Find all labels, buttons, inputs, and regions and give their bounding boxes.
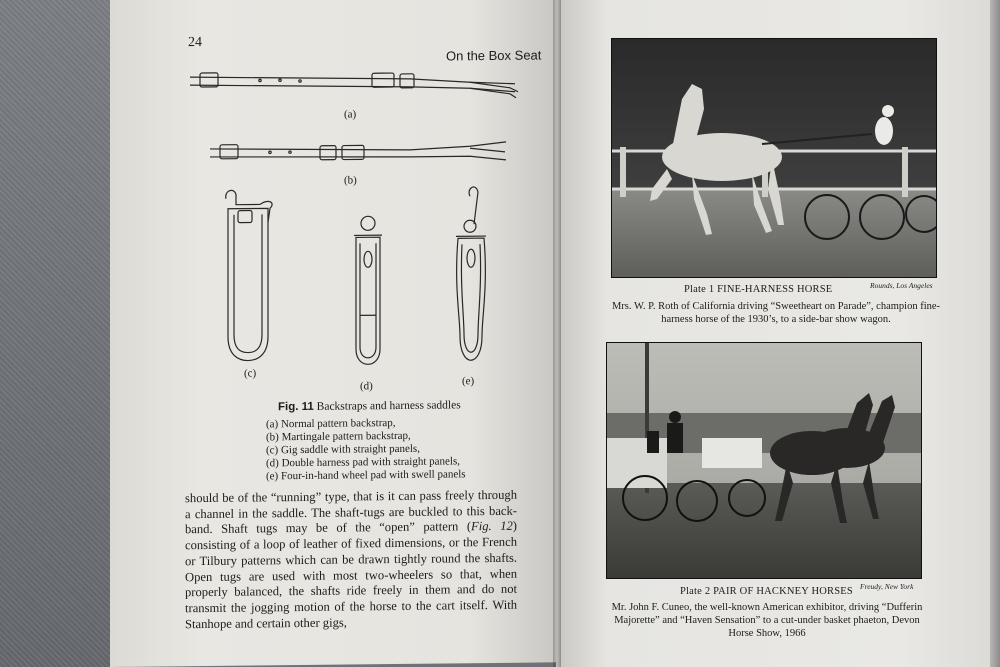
page-edge [990, 0, 1000, 667]
carpet-background [0, 0, 110, 667]
plate-2-photograph [606, 342, 922, 579]
body-text-part1: should be of the “running” type, that is it can pass freely through a channel in the saddle. The shaft-tugs are buckled to this back-band. Shaft tugs may be of the “open” pattern ( [185, 487, 517, 537]
legend-item: (a) Normal pattern backstrap, [266, 417, 396, 431]
figure-11-drawings [110, 0, 558, 420]
figure-title: Backstraps and harness saddles [316, 399, 461, 413]
legend-item: (e) Four-in-hand wheel pad with swell panels [266, 468, 466, 483]
legend-item: (b) Martingale pattern backstrap, [266, 429, 411, 444]
legend-item: (d) Double harness pad with straight panels, [266, 455, 460, 470]
right-page [556, 0, 990, 667]
book-gutter [553, 0, 561, 667]
figure-label-b: (b) [344, 174, 357, 187]
harness-pad-d-drawing [354, 216, 382, 364]
figure-caption [278, 399, 461, 413]
plate-2-credit: Freudy, New York [860, 582, 914, 591]
wheel-pad-e-drawing [456, 187, 486, 361]
plate-1-label: Plate 1 FINE-HARNESS HORSE [684, 284, 833, 295]
body-paragraph [185, 488, 517, 633]
figure-label-e: (e) [462, 375, 475, 388]
running-head: On the Box Seat [446, 47, 542, 64]
figure-label-c: (c) [244, 367, 257, 380]
backstrap-b-drawing [210, 142, 506, 163]
backstrap-a-drawing [190, 70, 518, 101]
plate-2-label: Plate 2 PAIR OF HACKNEY HORSES [680, 586, 853, 597]
figure-reference: Fig. 12 [471, 519, 513, 534]
body-text-part2: ) consisting of a loop of leather of fixed dimensions, or the French or Tilbury patterns which can be drawn tightly round the shafts. Open tugs are used with most two-wheelers so that, when properly balanced, the shafts ride freely in them and do not transmit the jogging motion of the horse to the cart itself. With Stanhope and certain other gigs, [185, 519, 517, 631]
figure-number: Fig. 11 [278, 400, 314, 414]
left-page [110, 0, 558, 667]
figure-label-a: (a) [344, 108, 357, 121]
legend-item: (c) Gig saddle with straight panels, [266, 442, 420, 457]
gig-saddle-c-drawing [226, 190, 272, 361]
page-number: 24 [188, 35, 202, 51]
plate-1-photograph [611, 38, 937, 278]
figure-label-d: (d) [360, 380, 373, 393]
plate-2-description: Mr. John F. Cuneo, the well-known American exhibitor, driving “Dufferin Majorette” and “Haven Sensation” to a cut-under basket phaeton, Devon Horse Show, 1966 [611, 602, 923, 639]
figure-legend [266, 416, 466, 483]
plate-1-description: Mrs. W. P. Roth of California driving “Sweetheart on Parade”, champion fine-harness horse of the 1930’s, to a side-bar show wagon. [611, 301, 941, 325]
plate-1-credit: Rounds, Los Angeles [870, 281, 933, 290]
